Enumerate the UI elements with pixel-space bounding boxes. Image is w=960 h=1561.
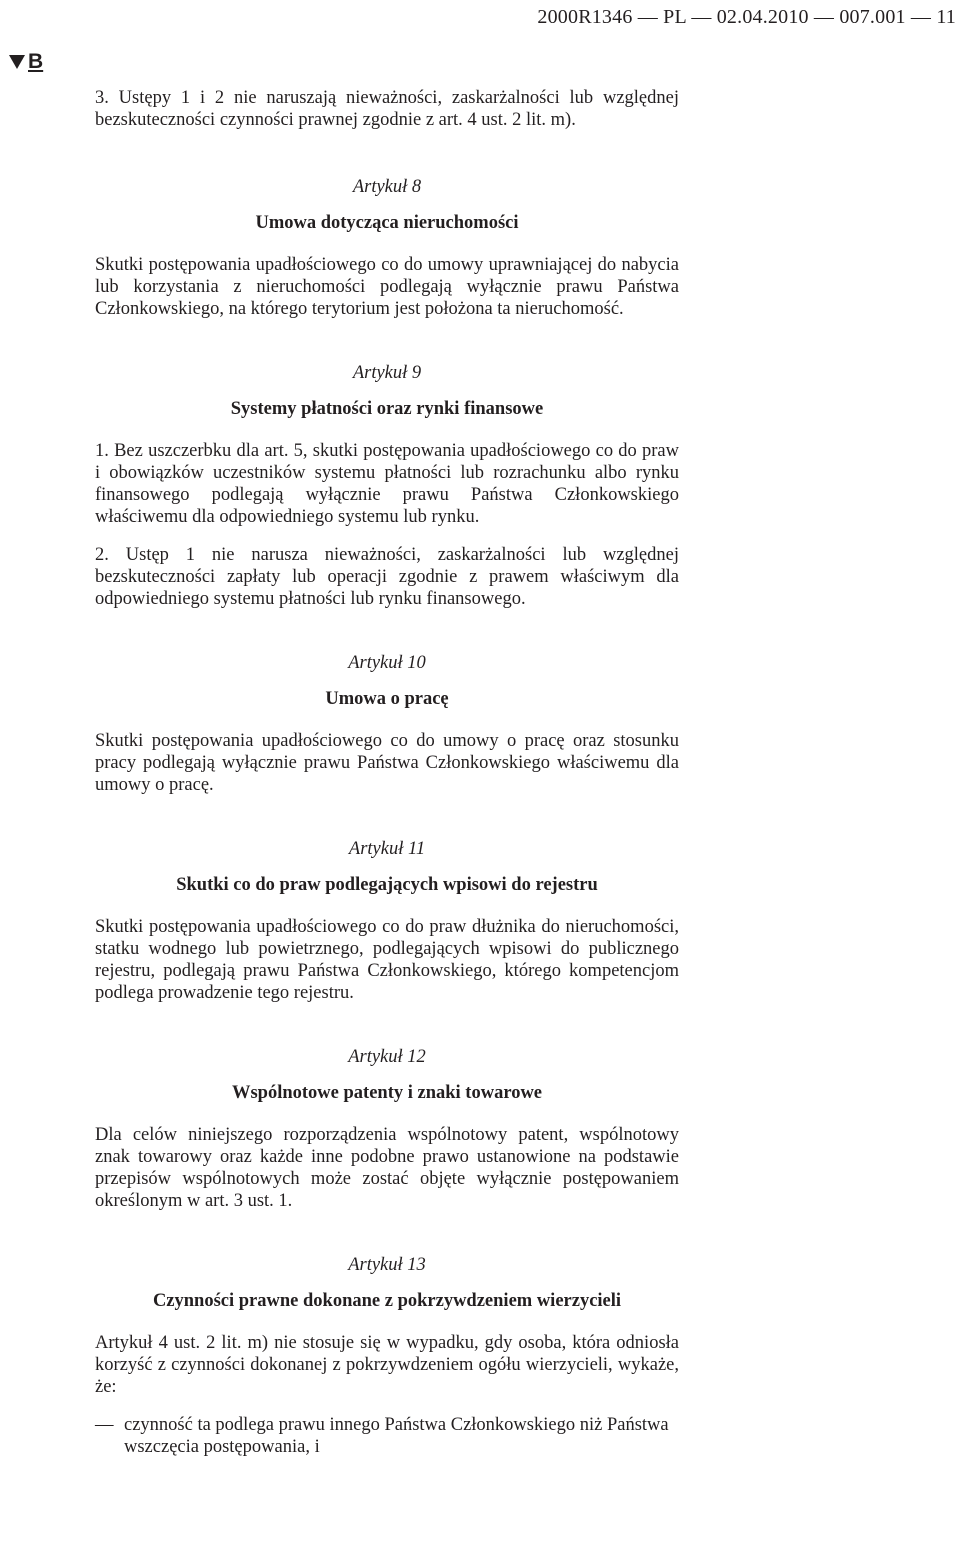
document-reference-header: 2000R1346 — PL — 02.04.2010 — 007.001 — 11: [537, 6, 956, 28]
triangle-down-icon: [9, 55, 25, 69]
article-11-title: Skutki co do praw podlegających wpisowi do rejestru: [176, 875, 598, 895]
dash-bullet: —: [95, 1415, 114, 1435]
article-8-text: Skutki postępowania upadłościowego co do umowy uprawniającej do nabycia lub korzystania z nieruchomości podlegają wyłącznie prawu Państwa Członkowskiego, na którego terytorium jest położona ta nieruchomość.: [95, 255, 679, 319]
article-12-text: Dla celów niniejszego rozporządzenia wspólnotowy patent, wspólnotowy znak towarowy oraz każde inne podobne prawo ustanowione na podstawie przepisów wspólnotowych może zostać objęte wyłącznie postępowaniem określonym w art. 3 ust. 1.: [95, 1125, 679, 1211]
article-10-title: Umowa o pracę: [325, 689, 449, 709]
article-11-text: Skutki postępowania upadłościowego co do praw dłużnika do nieruchomości, statku wodnego lub powietrznego, podlegających wpisowi do publicznego rejestru, podlegają prawu Państwa Członkowskiego, którego kompetencjom podlega prowadzenie tego rejestru.: [95, 917, 679, 1003]
article-9-title: Systemy płatności oraz rynki finansowe: [230, 399, 544, 419]
article-8-number: Artykuł 8: [352, 177, 422, 197]
article-10-text: Skutki postępowania upadłościowego co do umowy o pracę oraz stosunku pracy podlegają wyłącznie prawu Państwa Członkowskiego właściwemu dla umowy o pracę.: [95, 731, 679, 795]
article-12-title: Wspólnotowe patenty i znaki towarowe: [231, 1083, 543, 1103]
article-8-title: Umowa dotycząca nieruchomości: [255, 213, 519, 233]
amendment-marker: [9, 50, 43, 74]
amendment-marker-label: B: [28, 50, 44, 73]
article-13-text: Artykuł 4 ust. 2 lit. m) nie stosuje się w wypadku, gdy osoba, która odniosła korzyść z czynności dokonanej z pokrzywdzeniem ogółu wierzycieli, wykaże, że:: [95, 1333, 679, 1397]
article-13-number: Artykuł 13: [348, 1255, 426, 1275]
article-12-number: Artykuł 12: [348, 1047, 426, 1067]
article-13-title: Czynności prawne dokonane z pokrzywdzeniem wierzycieli: [152, 1291, 622, 1311]
article-10-number: Artykuł 10: [348, 653, 426, 673]
article-11-number: Artykuł 11: [348, 839, 426, 859]
article-9-number: Artykuł 9: [352, 363, 422, 383]
article-9-paragraph-1: 1. Bez uszczerbku dla art. 5, skutki postępowania upadłościowego co do praw i obowiązków uczestników systemu płatności lub rozrachunku albo rynku finansowego podlegają wyłącznie prawu Państwa Członkowskiego właściwemu dla odpowiedniego systemu lub rynku.: [95, 441, 679, 527]
article-13-dash-item: [95, 1414, 679, 1458]
article-9-paragraph-2: 2. Ustęp 1 nie narusza nieważności, zaskarżalności lub względnej bezskuteczności zapłaty lub operacji zgodnie z prawem właściwym dla odpowiedniego systemu płatności lub rynku finansowego.: [95, 545, 679, 609]
article-7-paragraph-3: 3. Ustępy 1 i 2 nie naruszają nieważności, zaskarżalności lub względnej bezskuteczności czynności prawnej zgodnie z art. 4 ust. 2 lit. m).: [95, 88, 679, 130]
article-13-dash-text: czynność ta podlega prawu innego Państwa Członkowskiego niż Państwa wszczęcia postępowania, i: [124, 1415, 669, 1457]
document-body: [95, 87, 679, 1458]
